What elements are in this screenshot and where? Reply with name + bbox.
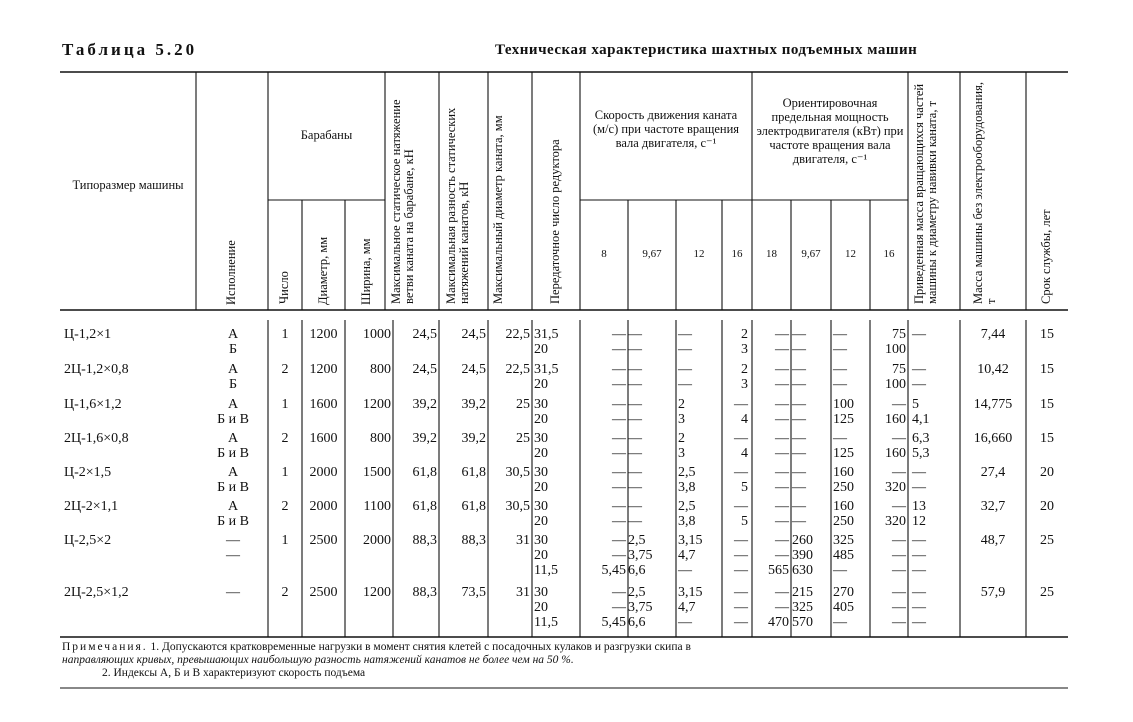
header-speed-freq-12: 12	[693, 248, 705, 260]
cell-s12: —	[678, 327, 692, 342]
cell-s16: —	[734, 600, 748, 615]
cell-s12: 2	[678, 397, 685, 412]
cell-s16: 3	[741, 377, 748, 392]
cell-red: —	[912, 465, 926, 480]
cell-n: 1	[281, 533, 289, 548]
cell-ver: А	[227, 465, 239, 480]
cell-mass: 48,7	[980, 533, 1006, 548]
cell-mass: 7,44	[980, 327, 1006, 342]
cell-red: 12	[912, 514, 926, 529]
cell-red: —	[912, 585, 926, 600]
cell-s967: —	[628, 397, 642, 412]
cell-w: 1100	[363, 499, 391, 514]
cell-p967: —	[792, 362, 806, 377]
cell-s967: —	[628, 480, 642, 495]
cell-p16: —	[892, 431, 906, 446]
header-drum-count: Число	[277, 271, 291, 304]
cell-p12: 250	[833, 514, 854, 529]
cell-p8: —	[775, 342, 789, 357]
cell-red: —	[912, 533, 926, 548]
cell-s8: —	[612, 431, 626, 446]
cell-mass: 27,4	[980, 465, 1006, 480]
cell-ratio: 20	[534, 600, 548, 615]
cell-s8: —	[612, 412, 626, 427]
cell-s8: —	[612, 327, 626, 342]
cell-p12: —	[833, 563, 847, 578]
cell-ratio: 20	[534, 342, 548, 357]
cell-s16: —	[734, 465, 748, 480]
cell-s16: —	[734, 615, 748, 630]
cell-p16: —	[892, 499, 906, 514]
cell-p967: 260	[792, 533, 813, 548]
header-speed-freq-16: 16	[731, 248, 743, 260]
cell-diff: 24,5	[461, 362, 486, 377]
cell-size: Ц-2×1,5	[64, 465, 112, 480]
cell-diff: 61,8	[461, 499, 486, 514]
cell-s967: —	[628, 431, 642, 446]
cell-s12: —	[678, 377, 692, 392]
cell-w: 1200	[363, 397, 391, 412]
cell-p967: —	[792, 431, 806, 446]
cell-red: 5	[912, 397, 919, 412]
cell-ver: Б и В	[217, 480, 249, 495]
header-size: Типоразмер машины	[72, 178, 184, 192]
cell-s12: 2,5	[678, 499, 696, 514]
cell-p16: 160	[885, 446, 906, 461]
notes-label: Примечания.	[62, 641, 148, 653]
cell-p16: 75	[892, 327, 906, 342]
cell-size: 2Ц-1,2×0,8	[64, 362, 129, 377]
cell-ratio: 20	[534, 446, 548, 461]
cell-s8: 5,45	[601, 563, 626, 578]
cell-ratio: 20	[534, 480, 548, 495]
cell-s967: —	[628, 446, 642, 461]
cell-life: 20	[1040, 465, 1054, 480]
cell-ver: —	[226, 585, 240, 600]
cell-red: 13	[912, 499, 926, 514]
cell-s967: 3,75	[628, 548, 653, 563]
table-number: Таблица 5.20	[62, 40, 198, 59]
cell-p8: —	[775, 431, 789, 446]
header-drum-diameter: Диаметр, мм	[316, 236, 330, 305]
cell-ratio: 30	[534, 397, 548, 412]
cell-p8: —	[775, 446, 789, 461]
cell-p16: 320	[885, 480, 906, 495]
cell-p8: —	[775, 362, 789, 377]
cell-ratio: 30	[534, 431, 548, 446]
cell-w: 1500	[363, 465, 391, 480]
cell-p967: —	[792, 499, 806, 514]
cell-p8: —	[775, 480, 789, 495]
cell-s16: 2	[741, 362, 748, 377]
cell-s8: —	[612, 397, 626, 412]
cell-ver: А	[227, 327, 239, 342]
cell-ratio: 31,5	[534, 362, 559, 377]
cell-p967: —	[792, 377, 806, 392]
cell-s16: 5	[741, 480, 748, 495]
cell-life: 15	[1040, 327, 1054, 342]
cell-ratio: 30	[534, 499, 548, 514]
cell-s967: —	[628, 465, 642, 480]
cell-p16: —	[892, 465, 906, 480]
header-gear-ratio: Передаточное число редуктора	[548, 139, 562, 304]
cell-p12: 485	[833, 548, 854, 563]
cell-red: —	[912, 327, 926, 342]
cell-p16: —	[892, 563, 906, 578]
cell-s967: 2,5	[628, 585, 646, 600]
cell-n: 2	[281, 431, 289, 446]
cell-mass: 57,9	[980, 585, 1006, 600]
cell-p12: 160	[833, 465, 854, 480]
cell-size: 2Ц-2,5×1,2	[64, 585, 129, 600]
cell-s967: —	[628, 362, 642, 377]
cell-life: 15	[1040, 397, 1054, 412]
cell-d: 1200	[309, 362, 338, 377]
cell-diff: 61,8	[461, 465, 486, 480]
cell-p967: —	[792, 446, 806, 461]
cell-s12: —	[678, 563, 692, 578]
cell-p12: 160	[833, 499, 854, 514]
cell-load: 24,5	[412, 362, 437, 377]
cell-p8: —	[775, 377, 789, 392]
cell-p12: —	[833, 362, 847, 377]
cell-s12: 2	[678, 431, 685, 446]
cell-p16: —	[892, 615, 906, 630]
cell-s8: —	[612, 465, 626, 480]
cell-s12: 3,15	[678, 533, 703, 548]
cell-p12: —	[833, 431, 847, 446]
cell-p12: 270	[833, 585, 854, 600]
cell-s967: 3,75	[628, 600, 653, 615]
header-speed-freq-967: 9,67	[642, 248, 662, 260]
cell-red: —	[912, 548, 926, 563]
cell-mass: 32,7	[980, 499, 1006, 514]
cell-d: 2500	[309, 533, 338, 548]
header-power-group: Ориентировочная предельная мощность электродвигателя (кВт) при частоте вращения вала двигателя, с⁻¹	[756, 96, 904, 166]
cell-p967: —	[792, 327, 806, 342]
cell-p12: 250	[833, 480, 854, 495]
cell-s12: 3	[678, 446, 685, 461]
cell-p16: —	[892, 600, 906, 615]
cell-ver: А	[227, 499, 239, 514]
cell-p967: 325	[792, 600, 813, 615]
cell-red: —	[912, 600, 926, 615]
cell-rope: 30,5	[505, 499, 530, 514]
cell-rope: 22,5	[505, 362, 530, 377]
cell-rope: 25	[516, 397, 530, 412]
cell-n: 2	[281, 499, 289, 514]
cell-s16: —	[734, 548, 748, 563]
header-max-static-diff: Максимальная разность статических натяжений канатов, кН	[444, 107, 471, 304]
cell-p8: —	[775, 465, 789, 480]
cell-s16: —	[734, 397, 748, 412]
cell-rope: 31	[516, 533, 530, 548]
note-1-end: направляющих кривых, превышающих наибольшую разность натяжений канатов не более чем на 50 %.	[62, 654, 574, 666]
cell-ver: —	[226, 548, 240, 563]
cell-p16: 100	[885, 377, 906, 392]
cell-size: 2Ц-1,6×0,8	[64, 431, 129, 446]
cell-s967: —	[628, 377, 642, 392]
cell-s12: 4,7	[678, 548, 696, 563]
cell-p12: —	[833, 377, 847, 392]
cell-life: 20	[1040, 499, 1054, 514]
header-version: Исполнение	[224, 240, 238, 305]
cell-s16: 5	[741, 514, 748, 529]
header-service-life: Срок службы, лет	[1039, 209, 1053, 304]
cell-s12: —	[678, 342, 692, 357]
cell-d: 2000	[309, 465, 338, 480]
cell-p8: —	[775, 533, 789, 548]
cell-life: 25	[1040, 585, 1054, 600]
cell-p8: —	[775, 499, 789, 514]
cell-d: 2000	[309, 499, 338, 514]
cell-p8: —	[775, 397, 789, 412]
cell-ratio: 11,5	[534, 563, 558, 578]
cell-s16: 2	[741, 327, 748, 342]
cell-d: 1600	[309, 397, 338, 412]
cell-w: 1200	[363, 585, 391, 600]
table-title: Техническая характеристика шахтных подъемных машин	[495, 42, 918, 58]
cell-s16: —	[734, 533, 748, 548]
cell-load: 61,8	[412, 499, 437, 514]
cell-p16: 160	[885, 412, 906, 427]
cell-s967: —	[628, 514, 642, 529]
cell-size: Ц-1,2×1	[64, 327, 112, 342]
cell-life: 15	[1040, 431, 1054, 446]
cell-p12: 405	[833, 600, 854, 615]
cell-ver: Б и В	[217, 514, 249, 529]
cell-size: Ц-2,5×2	[64, 533, 112, 548]
header-machine-mass: Масса машины без электрооборудования, т	[971, 82, 998, 304]
cell-ver: А	[227, 362, 239, 377]
cell-load: 88,3	[412, 585, 437, 600]
cell-size: 2Ц-2×1,1	[64, 499, 119, 514]
header-power-freq-16: 16	[883, 248, 895, 260]
cell-n: 1	[281, 465, 289, 480]
cell-p967: 390	[792, 548, 813, 563]
cell-p12: 125	[833, 446, 854, 461]
cell-rope: 22,5	[505, 327, 530, 342]
cell-ver: —	[226, 533, 240, 548]
cell-ver: А	[227, 397, 239, 412]
cell-w: 1000	[363, 327, 391, 342]
cell-s16: —	[734, 563, 748, 578]
cell-n: 2	[281, 585, 289, 600]
cell-ver: Б и В	[217, 412, 249, 427]
note-2: 2. Индексы А, Б и В характеризуют скорость подъема	[102, 667, 366, 679]
cell-p12: —	[833, 615, 847, 630]
cell-w: 800	[370, 431, 391, 446]
cell-mass: 14,775	[973, 397, 1013, 412]
cell-n: 1	[281, 397, 289, 412]
cell-life: 15	[1040, 362, 1054, 377]
cell-p16: 75	[892, 362, 906, 377]
cell-s16: —	[734, 431, 748, 446]
cell-d: 1200	[309, 327, 338, 342]
cell-load: 24,5	[412, 327, 437, 342]
cell-s967: 6,6	[628, 615, 646, 630]
cell-s12: —	[678, 615, 692, 630]
cell-red: 6,3	[912, 431, 930, 446]
cell-load: 39,2	[412, 397, 437, 412]
cell-s8: —	[612, 533, 626, 548]
cell-s12: 3,8	[678, 514, 696, 529]
cell-s16: 4	[741, 446, 748, 461]
cell-p967: —	[792, 465, 806, 480]
cell-ratio: 30	[534, 533, 548, 548]
cell-s967: —	[628, 412, 642, 427]
cell-p967: 215	[792, 585, 813, 600]
cell-p8: —	[775, 412, 789, 427]
cell-s8: —	[612, 480, 626, 495]
cell-ratio: 20	[534, 377, 548, 392]
cell-s16: 3	[741, 342, 748, 357]
cell-ratio: 31,5	[534, 327, 559, 342]
note-1-start: 1. Допускаются кратковременные нагрузки в момент снятия клетей с посадочных кулаков и разгрузки скипа в	[150, 641, 691, 653]
header-speed-group: Скорость движения каната (м/с) при частоте вращения вала двигателя, с⁻¹	[592, 108, 740, 150]
header-max-rope-diameter: Максимальный диаметр каната, мм	[491, 115, 505, 304]
cell-p16: —	[892, 533, 906, 548]
cell-p12: 125	[833, 412, 854, 427]
cell-s12: —	[678, 362, 692, 377]
cell-size: Ц-1,6×1,2	[64, 397, 122, 412]
cell-ratio: 20	[534, 412, 548, 427]
cell-s8: —	[612, 377, 626, 392]
cell-life: 25	[1040, 533, 1054, 548]
cell-s8: —	[612, 342, 626, 357]
cell-diff: 88,3	[461, 533, 486, 548]
header-drums: Барабаны	[300, 128, 353, 142]
cell-n: 2	[281, 362, 289, 377]
cell-diff: 24,5	[461, 327, 486, 342]
cell-p8: —	[775, 548, 789, 563]
cell-p12: 325	[833, 533, 854, 548]
cell-red: —	[912, 377, 926, 392]
cell-ver: Б и В	[217, 446, 249, 461]
cell-rope: 30,5	[505, 465, 530, 480]
cell-s967: 6,6	[628, 563, 646, 578]
cell-ratio: 20	[534, 514, 548, 529]
cell-s8: —	[612, 499, 626, 514]
cell-p12: —	[833, 342, 847, 357]
cell-load: 88,3	[412, 533, 437, 548]
cell-p8: —	[775, 327, 789, 342]
cell-w: 800	[370, 362, 391, 377]
cell-s8: —	[612, 514, 626, 529]
cell-p967: —	[792, 514, 806, 529]
header-power-freq-8: 18	[766, 248, 777, 260]
notes	[62, 641, 1067, 680]
cell-red: —	[912, 480, 926, 495]
cell-s12: 3,8	[678, 480, 696, 495]
cell-ratio: 11,5	[534, 615, 558, 630]
cell-p967: 630	[792, 563, 813, 578]
cell-s967: 2,5	[628, 533, 646, 548]
cell-ver: Б	[228, 342, 238, 357]
header-speed-freq-8: 8	[601, 248, 607, 260]
header-power-freq-967: 9,67	[801, 248, 821, 260]
cell-diff: 39,2	[461, 397, 486, 412]
cell-d: 2500	[309, 585, 338, 600]
cell-s8: —	[612, 362, 626, 377]
cell-mass: 16,660	[973, 431, 1013, 446]
cell-red: —	[912, 563, 926, 578]
cell-red: 4,1	[912, 412, 930, 427]
cell-s12: 4,7	[678, 600, 696, 615]
cell-ratio: 30	[534, 585, 548, 600]
cell-ver: А	[227, 431, 239, 446]
cell-red: —	[912, 362, 926, 377]
cell-diff: 73,5	[461, 585, 486, 600]
cell-load: 39,2	[412, 431, 437, 446]
cell-rope: 31	[516, 585, 530, 600]
cell-rope: 25	[516, 431, 530, 446]
cell-s12: 3,15	[678, 585, 703, 600]
cell-s967: —	[628, 342, 642, 357]
cell-s16: —	[734, 499, 748, 514]
cell-p16: —	[892, 548, 906, 563]
cell-d: 1600	[309, 431, 338, 446]
cell-s8: —	[612, 446, 626, 461]
cell-s8: 5,45	[601, 615, 626, 630]
cell-s8: —	[612, 600, 626, 615]
cell-p16: —	[892, 397, 906, 412]
cell-p12: —	[833, 327, 847, 342]
cell-p16: 100	[885, 342, 906, 357]
cell-p8: —	[775, 514, 789, 529]
cell-ver: Б	[228, 377, 238, 392]
cell-w: 2000	[363, 533, 391, 548]
cell-load: 61,8	[412, 465, 437, 480]
cell-p8: —	[775, 585, 789, 600]
header-max-static-load: Максимальное статическое натяжение ветви каната на барабане, кН	[389, 99, 416, 304]
cell-p8: —	[775, 600, 789, 615]
cell-ratio: 20	[534, 548, 548, 563]
cell-red: —	[912, 615, 926, 630]
cell-p967: —	[792, 342, 806, 357]
cell-p967: —	[792, 412, 806, 427]
cell-s16: —	[734, 585, 748, 600]
cell-red: 5,3	[912, 446, 930, 461]
cell-p8: 470	[768, 615, 789, 630]
cell-p967: —	[792, 397, 806, 412]
cell-p16: —	[892, 585, 906, 600]
cell-mass: 10,42	[977, 362, 1009, 377]
cell-n: 1	[281, 327, 289, 342]
cell-p967: —	[792, 480, 806, 495]
cell-s8: —	[612, 585, 626, 600]
cell-diff: 39,2	[461, 431, 486, 446]
header-reduced-mass: Приведенная масса вращающихся частей машины к диаметру навивки каната, т	[912, 83, 939, 304]
cell-s12: 2,5	[678, 465, 696, 480]
header-power-freq-12: 12	[845, 248, 856, 260]
cell-s12: 3	[678, 412, 685, 427]
cell-s8: —	[612, 548, 626, 563]
header-drum-width: Ширина, мм	[359, 238, 373, 305]
cell-s16: 4	[741, 412, 748, 427]
cell-p16: 320	[885, 514, 906, 529]
cell-p12: 100	[833, 397, 854, 412]
cell-p967: 570	[792, 615, 813, 630]
cell-s967: —	[628, 327, 642, 342]
cell-ratio: 30	[534, 465, 548, 480]
cell-s967: —	[628, 499, 642, 514]
cell-p8: 565	[768, 563, 789, 578]
